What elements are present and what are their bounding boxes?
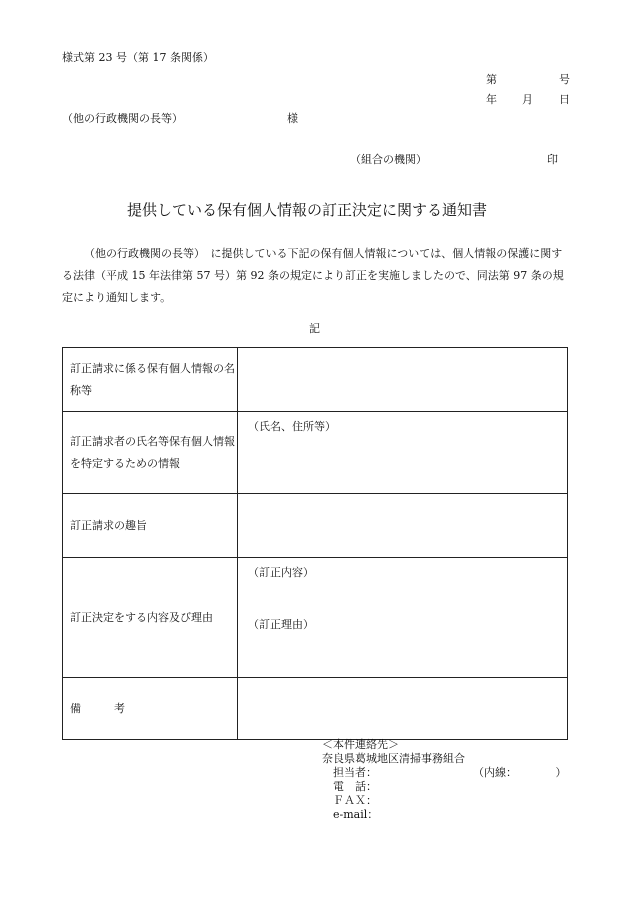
seal-mark: 印: [547, 153, 558, 166]
body-paragraph: （他の行政機関の長等） に提供している下記の保有個人情報については、個人情報の保護に関する法律（平成 15 年法律第 57 号）第 92 条の規定により訂正を実施しましたので、同法第 97 条の規定により通知します。: [62, 247, 564, 304]
contact-phone: 電 話：: [322, 780, 377, 793]
row-label-request-purpose: 訂正請求の趣旨: [63, 494, 238, 558]
date-year: 年: [486, 93, 497, 106]
recipient-honorific: 様: [287, 112, 298, 125]
requester-note: （氏名、住所等）: [248, 420, 336, 433]
doc-number-prefix: 第: [486, 73, 497, 86]
table-row: [63, 412, 568, 494]
contact-block: [322, 738, 567, 822]
decision-reason-note: （訂正理由）: [248, 618, 314, 631]
row-value-decision: [238, 558, 568, 678]
contact-org: 奈良県葛城地区清掃事務組合: [322, 752, 465, 765]
contact-heading: ＜本件連絡先＞: [322, 738, 399, 751]
table-row: [63, 348, 568, 412]
table-row: [63, 558, 568, 678]
issuer: （組合の機関）: [350, 153, 427, 166]
contact-person-line: [322, 766, 567, 780]
row-value-requester: [238, 412, 568, 494]
row-label-requester: 訂正請求者の氏名等保有個人情報を特定するための情報: [63, 412, 238, 494]
recipient: （他の行政機関の長等）: [62, 112, 183, 125]
document-title: 提供している保有個人情報の訂正決定に関する通知書: [127, 201, 488, 219]
row-value-info-name: [238, 348, 568, 412]
contact-extension: （内線： ）: [473, 766, 567, 779]
row-label-remarks: 備 考: [63, 678, 238, 740]
date-day: 日: [559, 93, 570, 106]
date-month: 月: [522, 93, 533, 106]
contact-fax: ＦＡＸ：: [322, 794, 377, 807]
contact-email: e-mail：: [322, 808, 379, 821]
row-value-remarks: [238, 678, 568, 740]
notice-table: [62, 347, 568, 740]
row-label-decision: 訂正決定をする内容及び理由: [63, 558, 238, 678]
row-label-info-name: 訂正請求に係る保有個人情報の名称等: [63, 348, 238, 412]
row-value-request-purpose: [238, 494, 568, 558]
table-row: [63, 494, 568, 558]
doc-number-suffix: 号: [559, 73, 570, 86]
contact-person: 担当者：: [322, 766, 377, 779]
decision-content-note: （訂正内容）: [248, 566, 314, 579]
form-number: 様式第 23 号（第 17 条関係）: [62, 51, 214, 64]
ki-label: 記: [309, 322, 320, 335]
table-row: [63, 678, 568, 740]
spacer: [248, 584, 567, 610]
